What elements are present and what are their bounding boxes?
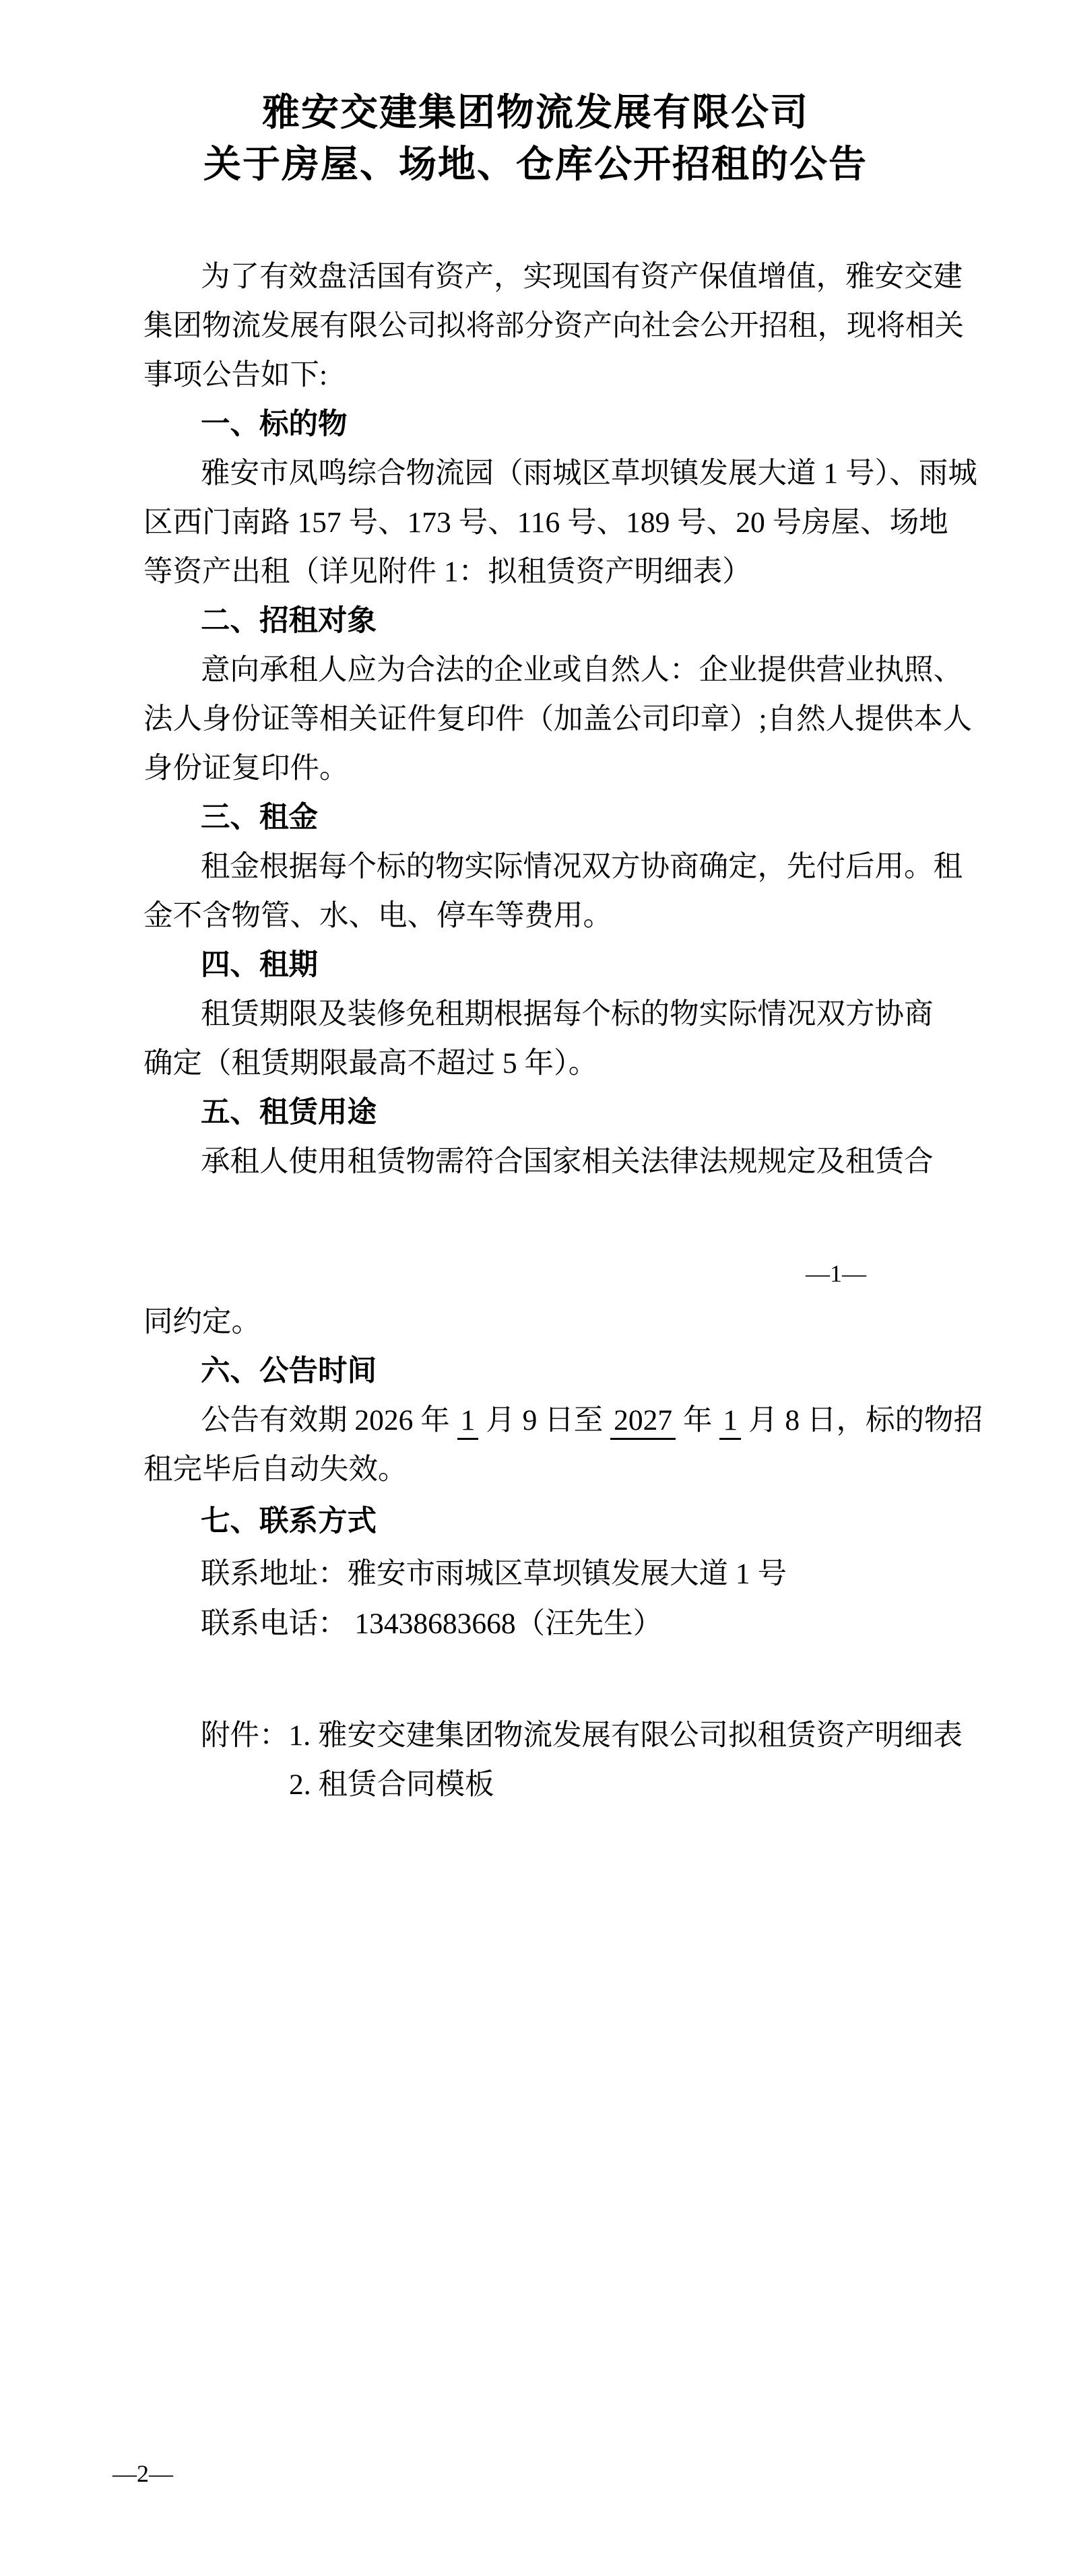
section-2-line-1: 意向承租人应为合法的企业或自然人：企业提供营业执照、 — [201, 654, 963, 686]
section-6-heading: 六、公告时间 — [201, 1355, 377, 1387]
date-segment-2: 月 9 日至 — [486, 1404, 604, 1436]
date-segment-1: 公告有效期 2026 年 — [201, 1404, 450, 1436]
document-title-line-2: 关于房屋、场地、仓库公开招租的公告 — [203, 144, 868, 186]
intro-line-3: 事项公告如下: — [143, 359, 328, 391]
section-5-heading: 五、租赁用途 — [201, 1096, 377, 1129]
date-underlined-year: 2027 — [610, 1404, 676, 1440]
attachment-line-2: 2. 租赁合同模板 — [289, 1769, 494, 1801]
intro-line-2: 集团物流发展有限公司拟将部分资产向社会公开招租，现将相关 — [143, 310, 964, 342]
section-6-date-line — [201, 1406, 983, 1436]
section-2-line-3: 身份证复印件。 — [143, 752, 349, 785]
section-2-heading: 二、招租对象 — [201, 605, 377, 637]
contact-address-line: 联系地址：雅安市雨城区草坝镇发展大道 1 号 — [201, 1558, 787, 1590]
section-5-line-1: 承租人使用租赁物需符合国家相关法律法规规定及租赁合 — [201, 1146, 934, 1178]
date-segment-3: 年 — [683, 1404, 713, 1436]
section-1-line-2: 区西门南路 157 号、173 号、116 号、189 号、20 号房屋、场地 — [143, 506, 948, 539]
document-title-line-1: 雅安交建集团物流发展有限公司 — [262, 92, 809, 134]
page-2-number: —2— — [112, 2460, 173, 2487]
attachment-line-1: 附件：1. 雅安交建集团物流发展有限公司拟租赁资产明细表 — [201, 1719, 963, 1752]
section-4-line-2: 确定（租赁期限最高不超过 5 年）。 — [143, 1047, 598, 1080]
section-5-line-2: 同约定。 — [143, 1306, 261, 1338]
section-1-line-1: 雅安市凤鸣综合物流园（雨城区草坝镇发展大道 1 号）、雨城 — [201, 457, 977, 490]
contact-phone-line: 联系电话： 13438683668（汪先生） — [201, 1608, 663, 1640]
section-2-line-2: 法人身份证等相关证件复印件（加盖公司印章）;自然人提供本人 — [143, 703, 973, 735]
date-segment-4: 月 8 日，标的物招 — [748, 1404, 983, 1436]
date-underlined-month-1: 1 — [457, 1404, 479, 1440]
page-1-number: —1— — [806, 1260, 866, 1287]
intro-line-1: 为了有效盘活国有资产，实现国有资产保值增值，雅安交建 — [201, 261, 963, 293]
section-4-line-1: 租赁期限及装修免租期根据每个标的物实际情况双方协商 — [201, 998, 934, 1030]
section-6-line-2: 租完毕后自动失效。 — [143, 1453, 408, 1486]
section-3-heading: 三、租金 — [201, 801, 318, 834]
section-3-line-1: 租金根据每个标的物实际情况双方协商确定，先付后用。租 — [201, 851, 963, 883]
section-1-line-3: 等资产出租（详见附件 1：拟租赁资产明细表） — [143, 556, 752, 588]
date-underlined-month-2: 1 — [719, 1404, 741, 1440]
section-7-heading: 七、联系方式 — [201, 1505, 377, 1538]
section-3-line-2: 金不含物管、水、电、停车等费用。 — [143, 900, 612, 932]
section-1-heading: 一、标的物 — [201, 408, 348, 440]
section-4-heading: 四、租期 — [201, 949, 318, 981]
